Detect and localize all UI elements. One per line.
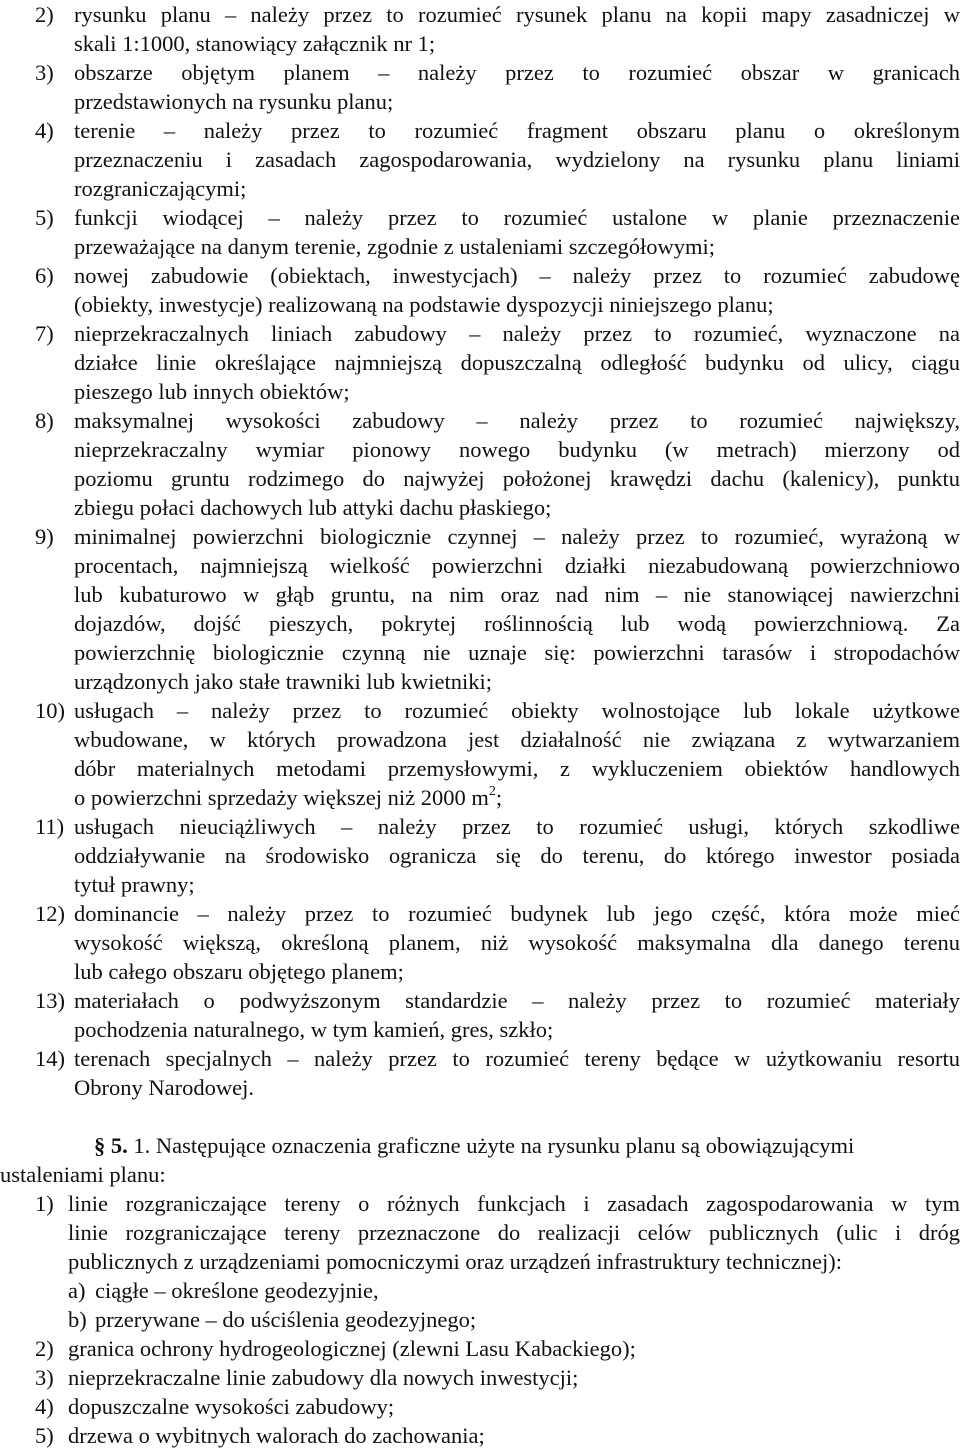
- text-line: usługach – należy przez to rozumieć obiekty wolnostojące lub lokale użytkowe: [74, 698, 960, 723]
- text-line: drzewa o wybitnych walorach do zachowania;: [68, 1423, 485, 1448]
- item-number: 5): [35, 1423, 54, 1448]
- item-number: 12): [35, 901, 65, 926]
- item-text: [95, 1305, 960, 1334]
- section-heading: § 5.: [94, 1133, 128, 1158]
- item-text: [74, 812, 960, 899]
- item-text: [95, 1276, 960, 1305]
- item-number: 10): [35, 698, 65, 723]
- text-line: zbiegu połaci dachowych lub attyki dachu płaskiego;: [74, 495, 552, 520]
- item-text: [74, 406, 960, 522]
- item-number: 14): [35, 1046, 65, 1071]
- section-intro-text: 1. Następujące oznaczenia graficzne użyte na rysunku planu są obowiązującymi: [133, 1133, 855, 1158]
- text-line: działce linie określające najmniejszą dopuszczalną odległość budynku od ulicy, ciągu: [74, 350, 960, 375]
- item-number: a): [68, 1278, 86, 1303]
- text-line: terenie – należy przez to rozumieć fragment obszaru planu o określonym: [74, 118, 960, 143]
- item-text: [74, 899, 960, 986]
- item-number: 3): [35, 60, 54, 85]
- item-number: 9): [35, 524, 54, 549]
- text-line: urządzonych jako stałe trawniki lub kwietniki;: [74, 669, 493, 694]
- section-5-intro: [0, 1131, 960, 1189]
- text-fragment: ;: [495, 785, 503, 810]
- text-line: przeznaczeniu i zasadach zagospodarowania, wydzielony na rysunku planu liniami: [74, 147, 960, 172]
- text-line: pochodzenia naturalnego, w tym kamień, gres, szkło;: [74, 1017, 554, 1042]
- text-line: materiałach o podwyższonym standardzie – należy przez to rozumieć materiały: [74, 988, 960, 1013]
- item-text: [74, 116, 960, 203]
- text-line: dóbr materialnych metodami przemysłowymi, z wykluczeniem obiektów handlowych: [74, 756, 960, 781]
- superscript: 2: [488, 784, 496, 799]
- text-line: granica ochrony hydrogeologicznej (zlewni Lasu Kabackiego);: [68, 1336, 636, 1361]
- text-line: dojazdów, dojść pieszych, pokrytej roślinnością lub wodą powierzchniową. Za: [74, 611, 960, 636]
- item-number: 6): [35, 263, 54, 288]
- text-line: Obrony Narodowej.: [74, 1075, 254, 1100]
- text-line: dominancie – należy przez to rozumieć budynek lub jego część, która może mieć: [74, 901, 960, 926]
- text-line: nieprzekraczalny wymiar pionowy nowego budynku (w metrach) mierzony od: [74, 437, 960, 462]
- text-line: przerywane – do uściślenia geodezyjnego;: [95, 1307, 477, 1332]
- text-line: lub kubaturowo w głąb gruntu, na nim oraz nad nim – nie stanowiącej nawierzchni: [74, 582, 960, 607]
- text-line: ciągłe – określone geodezyjnie,: [95, 1278, 379, 1303]
- item-number: 13): [35, 988, 65, 1013]
- item-text: [74, 696, 960, 812]
- text-line: poziomu gruntu rodzimego do najwyżej położonej krawędzi dachu (kalenicy), punktu: [74, 466, 960, 491]
- item-number: 8): [35, 408, 54, 433]
- item-text: [74, 58, 960, 116]
- item-text: [74, 319, 960, 406]
- text-fragment: o powierzchni sprzedaży większej niż 2000 m: [74, 785, 489, 810]
- item-number: 11): [35, 814, 65, 839]
- text-line: usługach nieuciążliwych – należy przez to rozumieć usługi, których szkodliwe: [74, 814, 960, 839]
- text-line: lub całego obszaru objętego planem;: [74, 959, 404, 984]
- text-line: wbudowane, w których prowadzona jest działalność nie związana z wytwarzaniem: [74, 727, 960, 752]
- item-text: [68, 1363, 960, 1392]
- text-line: (obiekty, inwestycje) realizowaną na podstawie dyspozycji niniejszego planu;: [74, 292, 774, 317]
- item-text: [74, 986, 960, 1044]
- item-number: 4): [35, 118, 54, 143]
- item-number: 5): [35, 205, 54, 230]
- item-text: [74, 522, 960, 696]
- text-line: linie rozgraniczające tereny o różnych funkcjach i zasadach zagospodarowania w tym: [68, 1191, 960, 1216]
- text-line: rozgraniczającymi;: [74, 176, 247, 201]
- text-line: powierzchnię biologicznie czynną nie uznaje się: powierzchni tarasów i stropodachów: [74, 640, 960, 665]
- item-number: 4): [35, 1394, 54, 1419]
- text-line: tytuł prawny;: [74, 872, 195, 897]
- text-line: oddziaływanie na środowisko ogranicza się do terenu, do którego inwestor posiada: [74, 843, 960, 868]
- text-line: maksymalnej wysokości zabudowy – należy przez to rozumieć największy,: [74, 408, 960, 433]
- text-line: publicznych z urządzeniami pomocniczymi oraz urządzeń infrastruktury technicznej):: [68, 1249, 843, 1274]
- text-line: obszarze objętym planem – należy przez to rozumieć obszar w granicach: [74, 60, 960, 85]
- item-text: [74, 0, 960, 58]
- item-text: [74, 203, 960, 261]
- text-line: nieprzekraczalnych liniach zabudowy – należy przez to rozumieć, wyznaczone na: [74, 321, 960, 346]
- item-number: b): [68, 1307, 87, 1332]
- section-5-heading-line: [0, 1131, 960, 1160]
- text-line: minimalnej powierzchni biologicznie czynnej – należy przez to rozumieć, wyrażoną w: [74, 524, 960, 549]
- text-line: nowej zabudowie (obiektach, inwestycjach) – należy przez to rozumieć zabudowę: [74, 263, 960, 288]
- text-line: dopuszczalne wysokości zabudowy;: [68, 1394, 395, 1419]
- text-line: rysunku planu – należy przez to rozumieć rysunek planu na kopii mapy zasadniczej w: [74, 2, 960, 27]
- text-line: wysokość większą, określoną planem, niż wysokość maksymalna dla danego terenu: [74, 930, 960, 955]
- text-line: funkcji wiodącej – należy przez to rozumieć ustalone w planie przeznaczenie: [74, 205, 960, 230]
- item-number: 7): [35, 321, 54, 346]
- text-line: pieszego lub innych obiektów;: [74, 379, 350, 404]
- text-line: przeważające na danym terenie, zgodnie z ustaleniami szczegółowymi;: [74, 234, 715, 259]
- item-number: 1): [35, 1191, 54, 1216]
- text-line: nieprzekraczalne linie zabudowy dla nowych inwestycji;: [68, 1365, 579, 1390]
- item-number: 3): [35, 1365, 54, 1390]
- text-line: przedstawionych na rysunku planu;: [74, 89, 394, 114]
- item-text: [68, 1189, 960, 1276]
- item-number: 2): [35, 2, 54, 27]
- item-number: 2): [35, 1336, 54, 1361]
- text-line: skali 1:1000, stanowiący załącznik nr 1;: [74, 31, 436, 56]
- item-text: [68, 1334, 960, 1363]
- item-text: [68, 1421, 960, 1450]
- section-intro-text: ustaleniami planu:: [0, 1162, 166, 1187]
- item-text: [74, 1044, 960, 1102]
- text-line: linie rozgraniczające tereny przeznaczone do realizacji celów publicznych (ulic i dróg: [68, 1220, 960, 1245]
- text-line: [74, 783, 960, 812]
- item-text: [74, 261, 960, 319]
- text-line: procentach, najmniejszą wielkość powierzchni działki niezabudowaną powierzchniowo: [74, 553, 960, 578]
- text-line: terenach specjalnych – należy przez to rozumieć tereny będące w użytkowaniu resortu: [74, 1046, 960, 1071]
- item-text: [68, 1392, 960, 1421]
